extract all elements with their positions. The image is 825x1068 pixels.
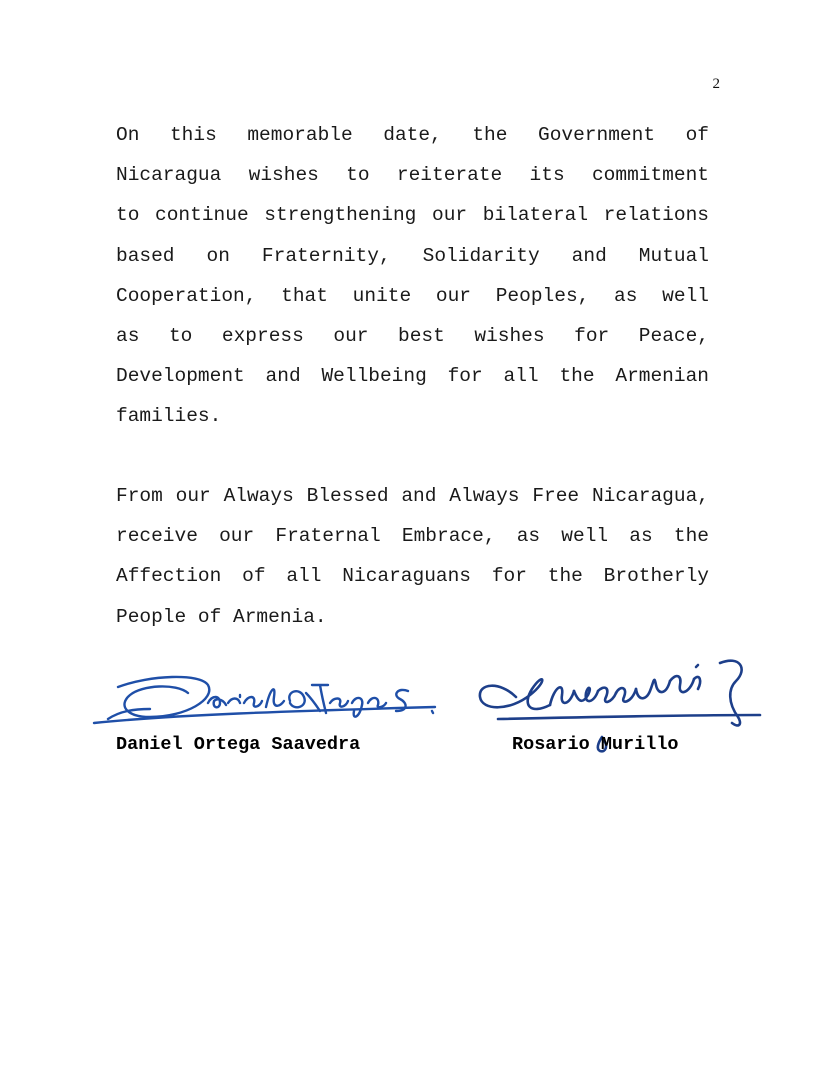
paragraph-line: families. [116, 405, 222, 428]
paragraph-line: On this memorable date, the Government of [116, 124, 709, 146]
paragraph-line: to continue strengthening our bilateral relations [116, 204, 709, 227]
paragraph-greeting [116, 476, 709, 637]
paragraph-line: Cooperation, that unite our Peoples, as well [116, 284, 709, 307]
paragraph-line: Nicaragua wishes to reiterate its commitment [116, 164, 709, 187]
signer-name-right: Rosario Murillo [512, 734, 679, 755]
paragraph-commitment [116, 115, 709, 437]
paragraph-line: Affection of all Nicaraguans for the Brotherly [116, 565, 709, 588]
paragraph-line: From our Always Blessed and Always Free Nicaragua, [116, 485, 709, 507]
paragraph-line: receive our Fraternal Embrace, as well as the [116, 525, 709, 548]
signature-left-drawing [90, 645, 440, 745]
paragraph-line: as to express our best wishes for Peace, [116, 325, 709, 348]
page-number: 2 [712, 76, 720, 92]
signer-name-left: Daniel Ortega Saavedra [116, 734, 361, 755]
paragraph-line: based on Fraternity, Solidarity and Mutual [116, 244, 709, 267]
paragraph-line: People of Armenia. [116, 605, 327, 628]
paragraph-line: Development and Wellbeing for all the Armenian [116, 365, 709, 388]
